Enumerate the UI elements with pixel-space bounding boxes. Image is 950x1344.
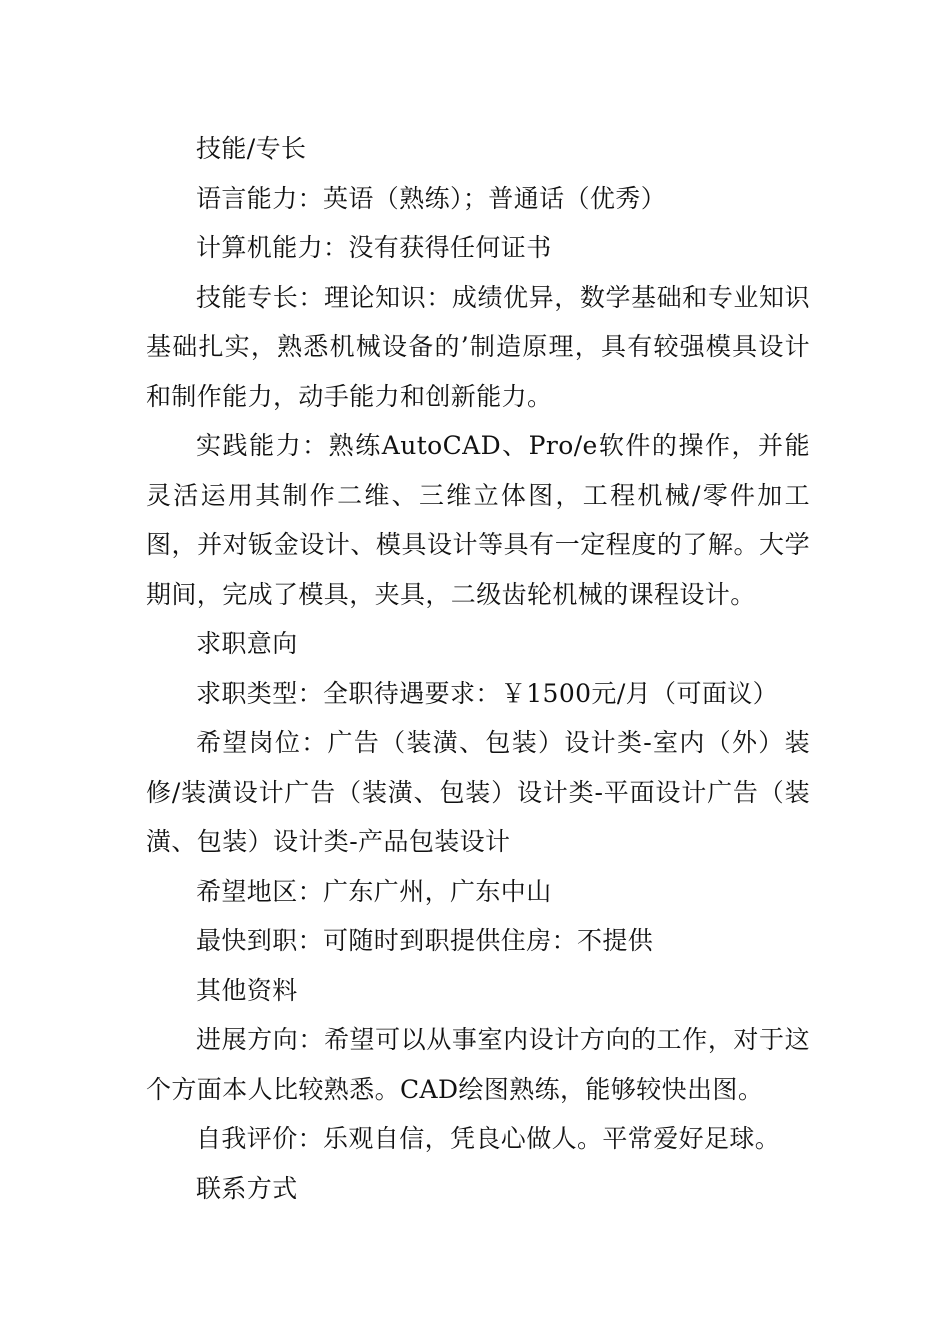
computer-ability-line: 计算机能力：没有获得任何证书 <box>196 233 552 262</box>
language-ability-line: 语言能力：英语（熟练）；普通话（优秀） <box>196 183 667 213</box>
job-type-line: 求职类型：全职待遇要求：￥1500元/月（可面议） <box>196 678 779 708</box>
section-heading-skills: 技能/专长 <box>196 134 307 163</box>
document-body <box>146 124 810 1213</box>
desired-position-paragraph: 希望岗位：广告（装潢、包装）设计类-室内（外）装修/装潢设计广告（装潢、包装）设计类-平面设计广告（装潢、包装）设计类-产品包装设计 <box>146 728 810 856</box>
practical-ability-paragraph: 实践能力：熟练AutoCAD、Pro/e软件的操作，并能灵活运用其制作二维、三维立体图，工程机械/零件加工图，并对钣金设计、模具设计等具有一定程度的了解。大学期间，完成了模具，夹具，二级齿轮机械的课程设计。 <box>146 431 810 609</box>
desired-region-line: 希望地区：广东广州，广东中山 <box>196 876 552 906</box>
availability-line: 最快到职：可随时到职提供住房：不提供 <box>196 926 654 955</box>
self-evaluation-line: 自我评价：乐观自信，凭良心做人。平常爱好足球。 <box>196 1124 781 1153</box>
section-heading-contact: 联系方式 <box>196 1173 298 1203</box>
section-heading-other-info: 其他资料 <box>196 975 298 1005</box>
skill-specialty-paragraph: 技能专长：理论知识：成绩优异，数学基础和专业知识基础扎实，熟悉机械设备的’制造原理，具有较强模具设计和制作能力，动手能力和创新能力。 <box>146 282 810 411</box>
section-heading-job-intention: 求职意向 <box>196 629 298 658</box>
career-direction-paragraph: 进展方向：希望可以从事室内设计方向的工作，对于这个方面本人比较熟悉。CAD绘图熟练，能够较快出图。 <box>146 1025 810 1104</box>
